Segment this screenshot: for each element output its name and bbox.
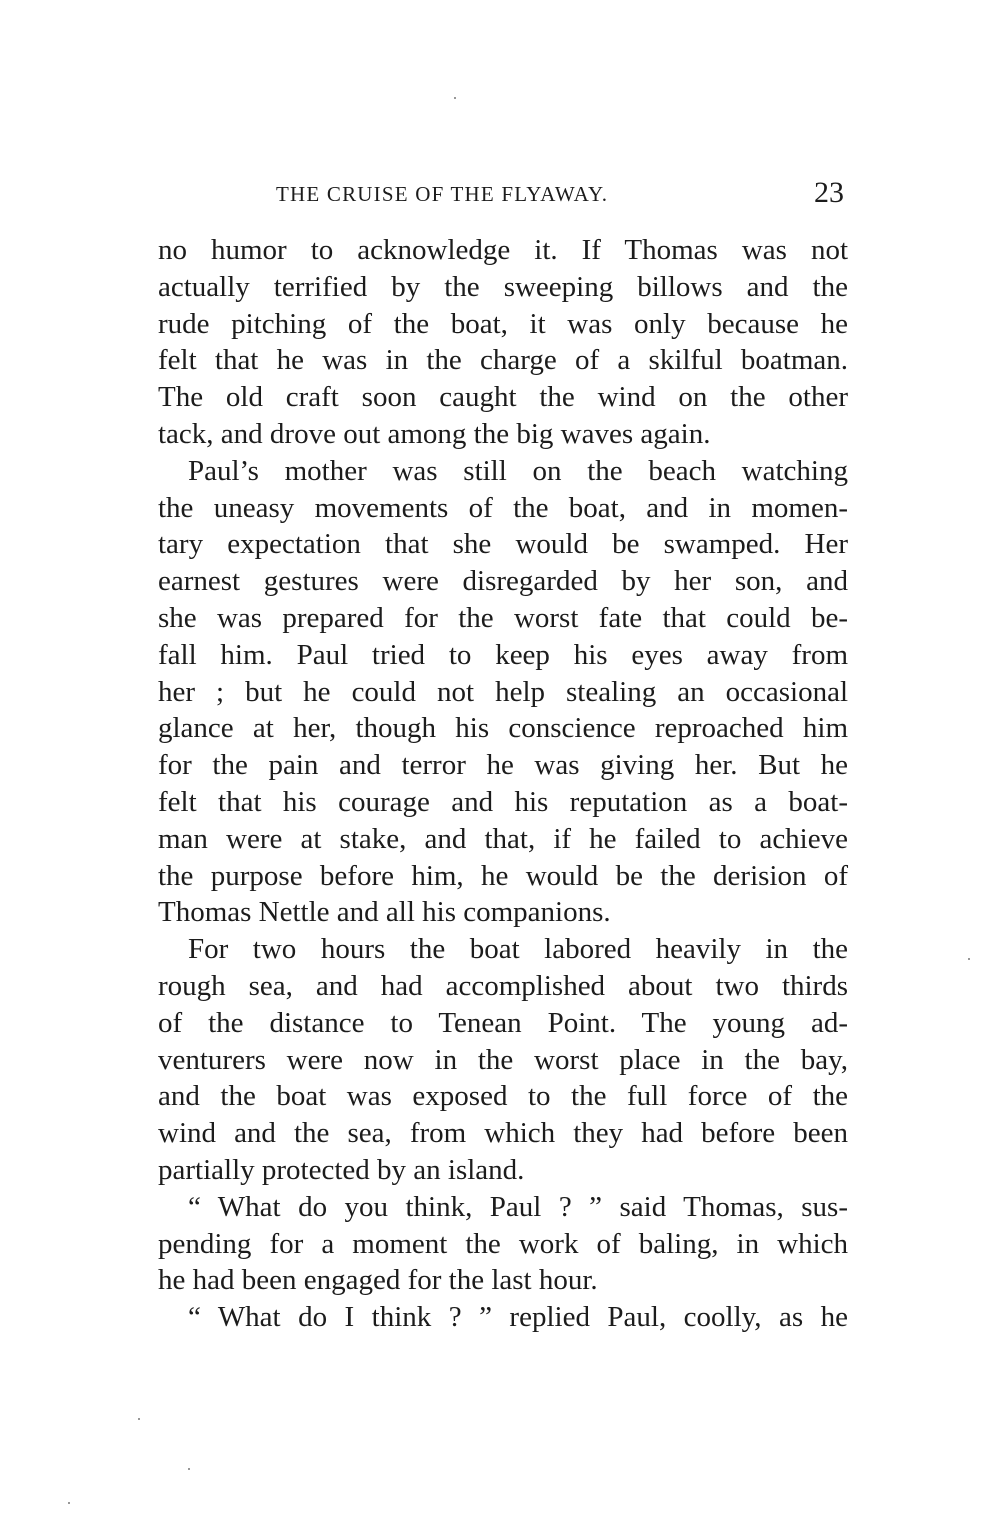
text-line: pending for a moment the work of baling, in which xyxy=(158,1227,848,1260)
text-line: wind and the sea, from which they had before been xyxy=(158,1117,848,1150)
text-line: felt that his courage and his reputation as a boat- xyxy=(158,785,848,818)
text-line: the uneasy movements of the boat, and in momen- xyxy=(158,491,848,524)
text-line: rough sea, and had accomplished about two thirds xyxy=(158,969,848,1002)
text-line: actually terrified by the sweeping billows and the xyxy=(158,270,848,303)
text-line: earnest gestures were disregarded by her son, and xyxy=(158,565,848,598)
text-line: “ What do you think, Paul ? ” said Thomas, sus- xyxy=(188,1190,848,1223)
text-line: no humor to acknowledge it. If Thomas was not xyxy=(158,234,848,266)
text-line: tack, and drove out among the big waves again. xyxy=(158,417,711,450)
text-line: The old craft soon caught the wind on the other xyxy=(158,381,848,414)
scan-speck xyxy=(68,1502,70,1504)
text-line: Thomas Nettle and all his companions. xyxy=(158,896,611,929)
text-line: Paul’s mother was still on the beach watching xyxy=(188,454,848,487)
text-line: she was prepared for the worst fate that could be- xyxy=(158,601,848,634)
text-line: and the boat was exposed to the full force of the xyxy=(158,1080,848,1113)
text-line: of the distance to Tenean Point. The young ad- xyxy=(158,1006,848,1039)
scan-speck xyxy=(968,958,970,960)
body-text xyxy=(158,232,848,1336)
text-line: the purpose before him, he would be the derision of xyxy=(158,859,848,892)
text-line: felt that he was in the charge of a skilful boatman. xyxy=(158,344,848,377)
text-line: rude pitching of the boat, it was only because he xyxy=(158,307,848,340)
page-header xyxy=(158,176,848,214)
text-line: glance at her, though his conscience reproached him xyxy=(158,712,848,745)
text-line: for the pain and terror he was giving her. But he xyxy=(158,749,848,782)
text-line: tary expectation that she would be swamped. Her xyxy=(158,528,848,561)
text-line: her ; but he could not help stealing an occasional xyxy=(158,675,848,708)
running-title: THE CRUISE OF THE FLYAWAY. xyxy=(276,182,609,206)
text-line: For two hours the boat labored heavily in the xyxy=(188,933,848,966)
text-line: fall him. Paul tried to keep his eyes away from xyxy=(158,638,848,671)
text-line: partially protected by an island. xyxy=(158,1153,525,1186)
text-line: “ What do I think ? ” replied Paul, coolly, as he xyxy=(188,1301,848,1334)
text-line: man were at stake, and that, if he failed to achieve xyxy=(158,822,848,855)
text-line: he had been engaged for the last hour. xyxy=(158,1264,598,1297)
page-number: 23 xyxy=(814,176,844,209)
text-line: venturers were now in the worst place in the bay, xyxy=(158,1043,848,1076)
scan-speck xyxy=(188,1468,190,1470)
scan-speck xyxy=(138,1418,140,1420)
scan-speck xyxy=(454,97,456,99)
